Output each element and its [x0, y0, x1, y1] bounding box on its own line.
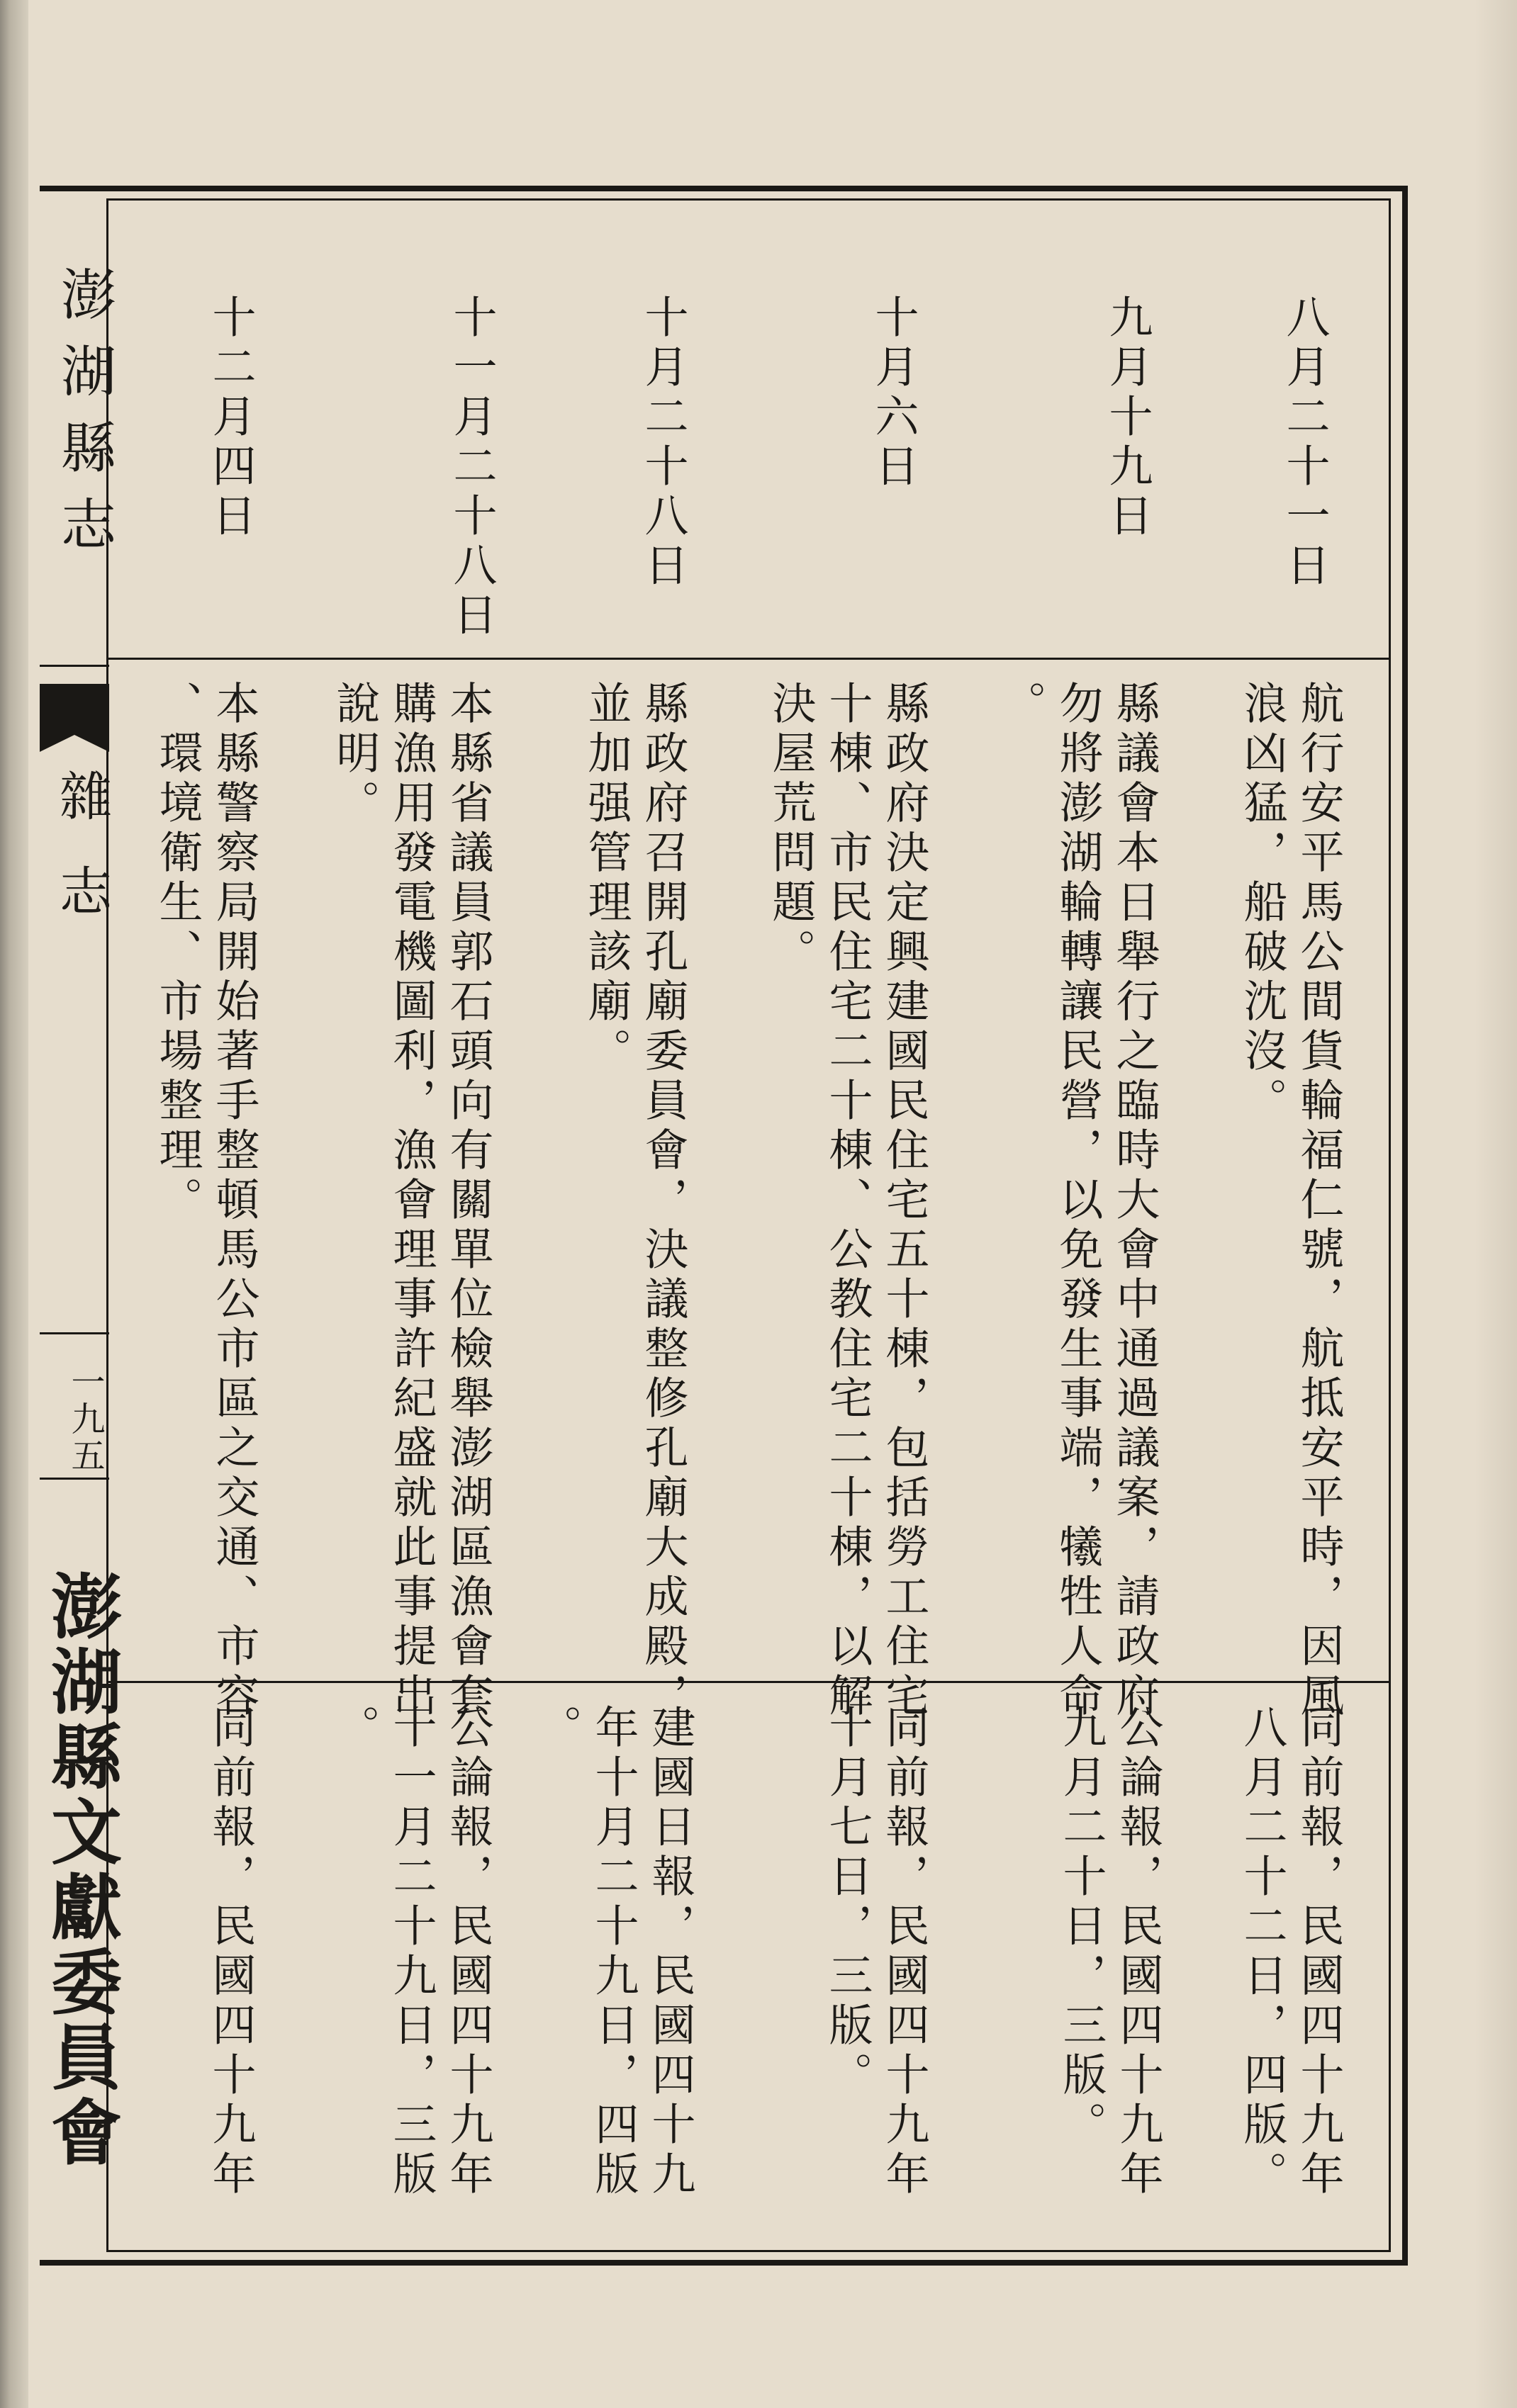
entry-4-source: 建國日報，民國四十九 年十月二十九日，四版 。: [531, 1704, 696, 2200]
entry-2-text: 縣議會本日舉行之臨時大會中通過議案，請政府 勿將澎湖輪轉讓民營，以免發生事端，犧牲人命 。: [995, 680, 1160, 1722]
entry-4-date: 十月二十八日: [637, 294, 689, 592]
entry-1-source: 同前報，民國四十九年 八月二十二日，四版。: [1236, 1704, 1345, 2200]
entry-5-source: 公論報，民國四十九年 十一月二十九日，三版 。: [329, 1704, 494, 2200]
binding-edge: [0, 0, 28, 2408]
entry-6-date: 十二月四日: [205, 294, 257, 542]
page-number: 一九五: [65, 1364, 105, 1475]
entry-2-source: 公論報，民國四十九年 九月二十日，三版。: [1056, 1704, 1164, 2200]
entry-3-text: 縣政府決定興建國民住宅五十棟，包括勞工住宅 十棟、市民住宅二十棟、公教住宅二十棟，以解 決屋荒問題。: [765, 680, 930, 1722]
source-column-divider: [106, 1681, 1391, 1683]
entry-4-text: 縣政府召開孔廟委員會，決議整修孔廟大成殿， 並加强管理該廟。: [581, 680, 689, 1722]
entry-3-source: 同前報，民國四十九年 十月七日，三版。: [822, 1704, 930, 2200]
margin-rule-page-top: [40, 1332, 109, 1334]
page-shadow: [1474, 0, 1517, 2408]
entry-6-source: 同前報，民國四十九年: [205, 1704, 257, 2200]
entry-2-date: 九月十九日: [1102, 294, 1153, 542]
entry-5-date: 十一月二十八日: [446, 294, 498, 641]
entry-6-text: 本縣警察局開始著手整頓馬公市區之交通、市容 、環境衛生、市場整理。: [152, 680, 260, 1722]
entry-5-text: 本縣省議員郭石頭向有關單位檢舉澎湖區漁會套 購漁用發電機圖利，漁會理事許紀盛就此事提出 說明。: [329, 680, 494, 1722]
publisher-seal: 澎湖縣文獻委員會: [39, 1570, 123, 2171]
section-title: 雜志: [51, 769, 112, 959]
text-panel: [106, 198, 1391, 2252]
margin-rule-page-bottom: [40, 1478, 109, 1480]
entry-1-text: 航行安平馬公間貨輪福仁號，航抵安平時，因風 浪凶猛，船破沈沒。: [1236, 680, 1345, 1722]
show-through-texture: ⠀: [1138, 609, 1187, 663]
date-column-divider: [106, 658, 1391, 660]
entry-1-date: 八月二十一日: [1279, 294, 1331, 592]
entry-3-date: 十月六日: [868, 294, 919, 493]
fish-tail-ornament: [40, 684, 109, 735]
margin-rule-top: [40, 665, 109, 667]
book-title: 澎湖縣志: [52, 266, 116, 572]
